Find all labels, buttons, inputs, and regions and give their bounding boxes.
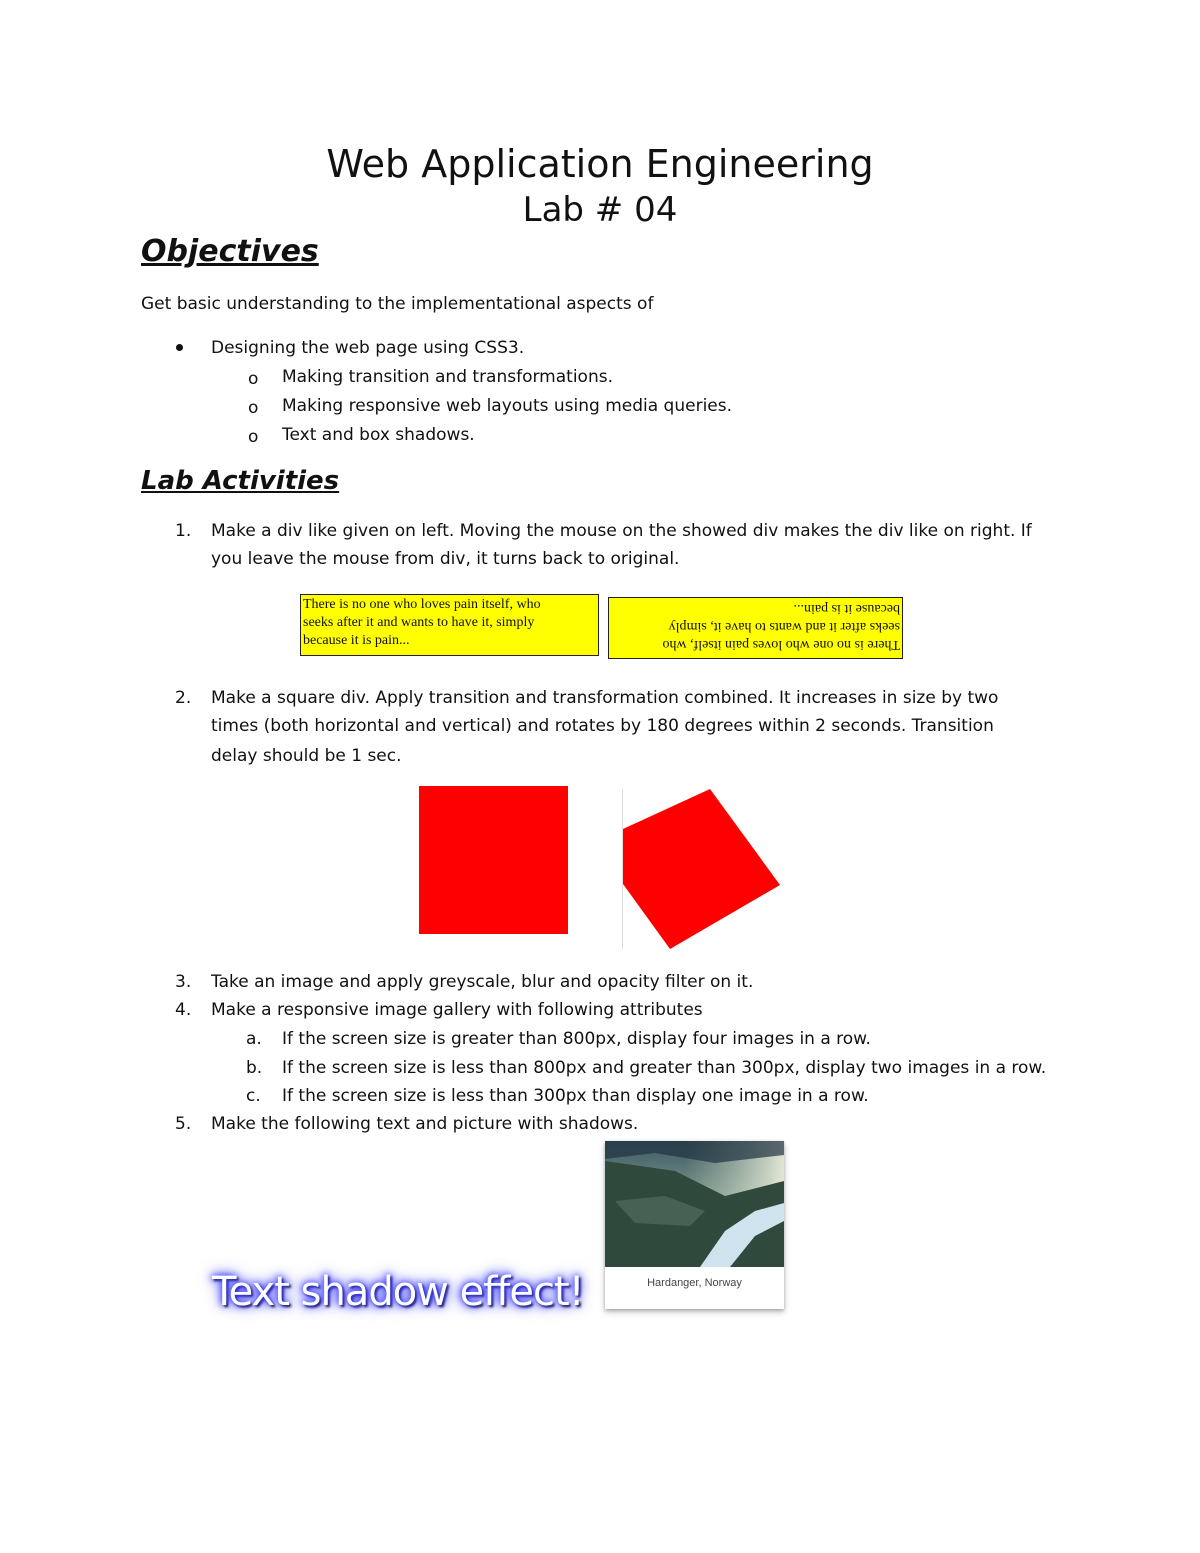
objectives-heading: Objectives — [141, 234, 319, 269]
hover-div-rotated — [608, 597, 903, 659]
list-item-text: Make a responsive image gallery with following attributes — [211, 1000, 703, 1020]
list-number: 2. — [175, 688, 192, 708]
sub-list-text: If the screen size is greater than 800px, display four images in a row. — [282, 1029, 871, 1049]
hover-div-original — [300, 594, 599, 656]
list-number: 1. — [175, 521, 192, 541]
bullet-icon — [176, 344, 183, 351]
objectives-sub-item: Text and box shadows. — [282, 425, 475, 445]
sub-list-marker: c. — [246, 1086, 261, 1106]
list-item-text: you leave the mouse from div, it turns back to original. — [211, 549, 680, 569]
list-item-text: times (both horizontal and vertical) and rotates by 180 degrees within 2 seconds. Transition — [211, 716, 994, 736]
polaroid-card — [605, 1141, 784, 1309]
sub-bullet-marker: o — [248, 398, 259, 418]
sub-list-text: If the screen size is less than 300px than display one image in a row. — [282, 1086, 869, 1106]
text-shadow-demo: Text shadow effect! — [212, 1269, 584, 1315]
box-line: seeks after it and wants to have it, simply — [668, 619, 900, 634]
box-line: because it is pain... — [303, 633, 410, 648]
list-number: 5. — [175, 1114, 192, 1134]
lab-activities-heading: Lab Activities — [141, 466, 340, 496]
objectives-sub-item: Making responsive web layouts using media queries. — [282, 396, 733, 416]
sub-list-text: If the screen size is less than 800px and greater than 300px, display two images in a row. — [282, 1058, 1047, 1078]
rotated-square-frame — [622, 789, 785, 949]
sub-bullet-marker: o — [248, 369, 259, 389]
red-square-rotated — [623, 789, 785, 949]
list-number: 4. — [175, 1000, 192, 1020]
list-item-text: delay should be 1 sec. — [211, 746, 402, 766]
list-number: 3. — [175, 972, 192, 992]
objectives-sub-item: Making transition and transformations. — [282, 367, 613, 387]
red-square-original — [419, 786, 568, 934]
sub-bullet-marker: o — [248, 427, 259, 447]
sub-list-marker: b. — [246, 1058, 263, 1078]
box-line: seeks after it and wants to have it, simply — [303, 615, 535, 630]
list-item-text: Make a div like given on left. Moving the mouse on the showed div makes the div like on right. If — [211, 521, 1032, 541]
list-item-text: Make the following text and picture with shadows. — [211, 1114, 639, 1134]
objectives-bullet: Designing the web page using CSS3. — [211, 338, 525, 358]
fjord-photo — [605, 1141, 784, 1267]
page-subtitle: Lab # 04 — [522, 190, 678, 230]
box-line: because it is pain... — [793, 601, 900, 616]
objectives-intro: Get basic understanding to the implementational aspects of — [141, 294, 654, 314]
box-line: There is no one who loves pain itself, who — [662, 637, 900, 652]
photo-caption: Hardanger, Norway — [647, 1277, 742, 1289]
list-item-text: Take an image and apply greyscale, blur and opacity filter on it. — [211, 972, 754, 992]
list-item-text: Make a square div. Apply transition and transformation combined. It increases in size by two — [211, 688, 999, 708]
sub-list-marker: a. — [246, 1029, 262, 1049]
page-title: Web Application Engineering — [326, 142, 874, 186]
box-line: There is no one who loves pain itself, who — [303, 597, 541, 612]
